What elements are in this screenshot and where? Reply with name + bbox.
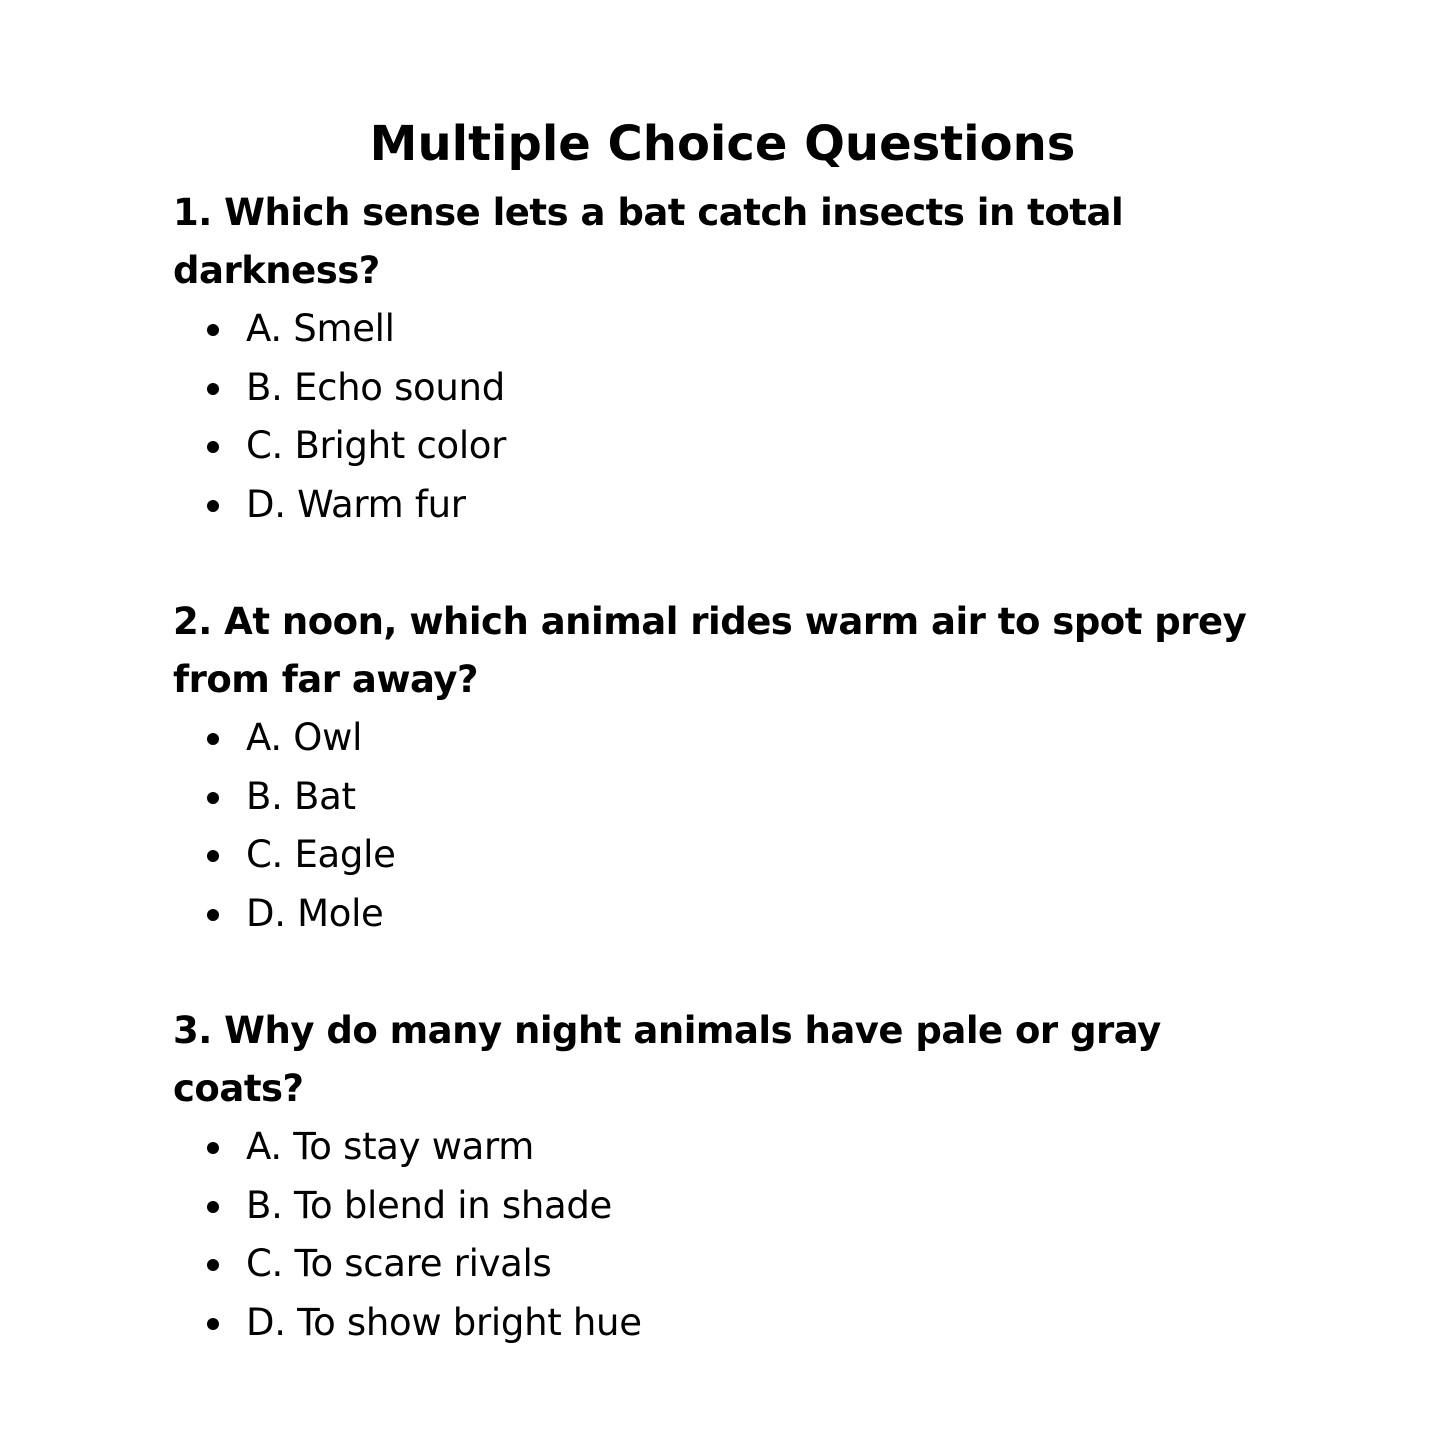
option-label: B. To blend in shade xyxy=(246,1183,612,1227)
answer-option xyxy=(173,1177,1273,1236)
question-text: 2. At noon, which animal rides warm air to spot prey from far away? xyxy=(173,600,1247,701)
bullet-icon xyxy=(207,324,219,336)
bullet-icon xyxy=(207,383,219,395)
bullet-icon xyxy=(207,441,219,453)
answer-option xyxy=(173,768,1273,827)
answer-option xyxy=(173,826,1273,885)
answer-option xyxy=(173,1294,1273,1353)
option-label: C. Bright color xyxy=(246,424,507,468)
question-1 xyxy=(173,184,1273,534)
answer-option xyxy=(173,709,1273,768)
answer-option xyxy=(173,1235,1273,1294)
bullet-icon xyxy=(207,1142,219,1154)
answer-option xyxy=(173,885,1273,944)
answer-option xyxy=(173,476,1273,535)
option-label: B. Bat xyxy=(246,774,356,818)
option-label: C. Eagle xyxy=(246,833,396,877)
answer-option xyxy=(173,417,1273,476)
bullet-icon xyxy=(207,792,219,804)
option-label: A. Owl xyxy=(246,716,363,759)
answer-options xyxy=(173,300,1273,534)
bullet-icon xyxy=(207,1318,219,1330)
option-label: A. To stay warm xyxy=(246,1125,535,1168)
option-label: D. Mole xyxy=(246,891,384,935)
answer-option xyxy=(173,300,1273,359)
bullet-icon xyxy=(207,500,219,512)
answer-options xyxy=(173,1118,1273,1352)
option-label: A. Smell xyxy=(246,307,395,350)
answer-options xyxy=(173,709,1273,943)
option-label: C. To scare rivals xyxy=(246,1242,552,1286)
bullet-icon xyxy=(207,1201,219,1213)
bullet-icon xyxy=(207,733,219,745)
bullet-icon xyxy=(207,1259,219,1271)
answer-option xyxy=(173,359,1273,418)
page-title: Multiple Choice Questions xyxy=(369,116,1076,172)
question-2 xyxy=(173,593,1273,943)
bullet-icon xyxy=(207,909,219,921)
option-label: D. Warm fur xyxy=(246,482,466,526)
question-3 xyxy=(173,1002,1273,1352)
question-text: 3. Why do many night animals have pale or gray coats? xyxy=(173,1009,1161,1110)
question-text: 1. Which sense lets a bat catch insects in total darkness? xyxy=(173,191,1124,292)
bullet-icon xyxy=(207,850,219,862)
option-label: B. Echo sound xyxy=(246,365,505,409)
answer-option xyxy=(173,1118,1273,1177)
option-label: D. To show bright hue xyxy=(246,1300,642,1344)
